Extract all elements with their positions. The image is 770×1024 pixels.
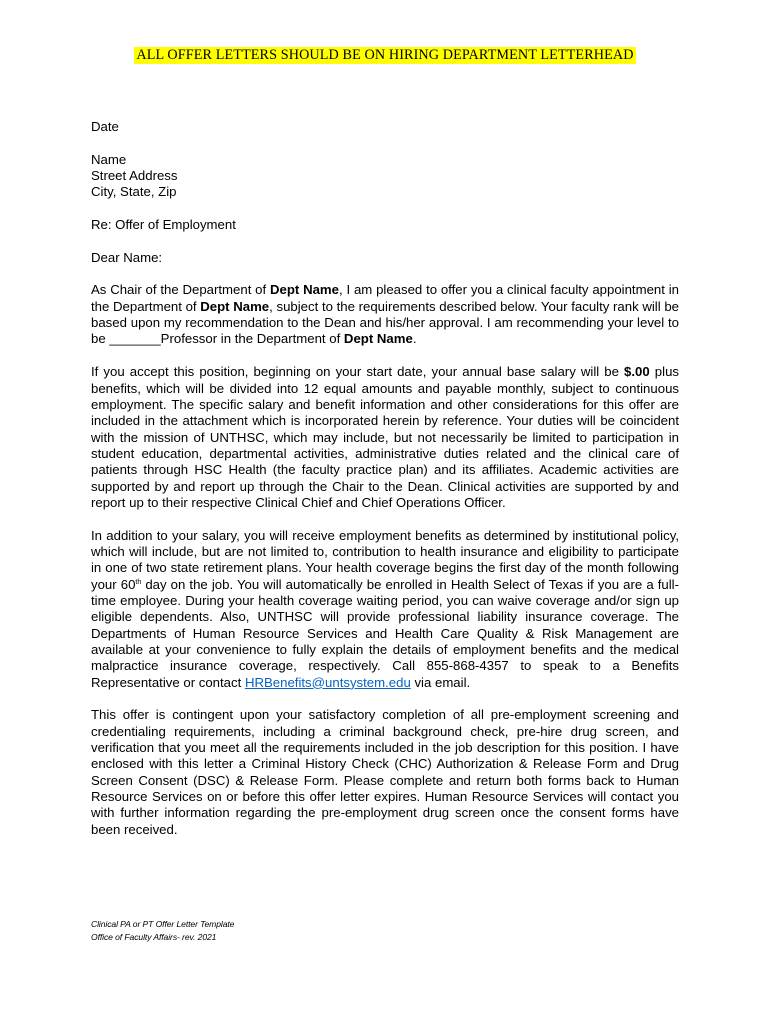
paragraph-contingency (91, 707, 679, 838)
recipient-name: Name (91, 151, 127, 167)
p1-text-g: . (412, 331, 417, 347)
recipient-street: Street Address (91, 168, 178, 184)
dept-name-placeholder: Dept Name (269, 282, 339, 298)
ordinal-superscript: th (135, 578, 142, 586)
p1-text-a: As Chair of the Department of (91, 282, 270, 298)
p1-text-c: , I am pleased to offer you a clinical faculty appointment in the Department of (91, 282, 679, 314)
p1-text-e: , subject to the requirements described below. Your faculty rank will be based upon my recommendation to the Dean and his/her approval. I am recommending your level to be _______Professor in the Department of (91, 298, 679, 347)
paragraph-benefits (91, 528, 679, 691)
salutation (91, 250, 679, 266)
paragraph-salary (91, 364, 679, 511)
footer-template-name: Clinical PA or PT Offer Letter Template (91, 919, 235, 929)
p3-text-c: via email. (410, 674, 471, 690)
salutation-text: Dear Name: (91, 249, 163, 265)
footer-revision: Office of Faculty Affairs- rev. 2021 (91, 932, 217, 942)
subject-text: Re: Offer of Employment (91, 217, 236, 233)
date-label: Date (91, 119, 119, 134)
p3-text-b: day on the job. You will automatically be enrolled in Health Select of Texas if you are a full-time employee. During your health coverage waiting period, you can waive coverage and/or sign up eligible dependents. Also, UNTHSC will provide professional liability insurance coverage. The Departments of Human Resource Services and Health Care Quality & Risk Management are available at your convenience to fully explain the details of employment benefits and the medical malpractice insurance coverage, respectively. Call 855-868-4357 to speak to a Benefits Representative or contact (91, 576, 679, 690)
date-line (91, 119, 679, 135)
salary-placeholder: $.00 (624, 364, 650, 380)
p4-text: This offer is contingent upon your satisfactory completion of all pre-employment screening and credentialing requirements, including a criminal background check, pre-hire drug screen, and verification that you meet all the requirements included in the job description for this position. I have enclosed with this letter a Criminal History Check (CHC) Authorization & Release Form and Drug Screen Consent (DSC) & Release Form. Please complete and return both forms back to Human Resource Services on or before this offer letter expires. Human Resource Services will contact you with further information regarding the pre-employment drug screen once the consent forms have been received. (91, 707, 679, 837)
p2-text-c: plus benefits, which will be divided into 12 equal amounts and payable monthly, subject to continuous employment. The specific salary and benefit information and other considerations for this offer are included in the attachment which is incorporated herein by reference. Your duties will be coincident with the mission of UNTHSC, which may include, but not necessarily be limited to participation in student education, departmental activities, administrative duties related and the clinical care of patients through HSC Health (the faculty practice plan) and its affiliates. Academic activities are supported by and report up through the Chair to the Dean. Clinical activities are supported by and report up to their respective Clinical Chief and Chief Operations Officer. (91, 364, 680, 510)
letterhead-notice (0, 46, 770, 64)
dept-name-placeholder: Dept Name (343, 331, 413, 347)
dept-name-placeholder: Dept Name (200, 298, 270, 314)
letterhead-notice-text: ALL OFFER LETTERS SHOULD BE ON HIRING DEPARTMENT LETTERHEAD (136, 47, 634, 63)
paragraph-appointment (91, 282, 679, 347)
p3-text-a: In addition to your salary, you will receive employment benefits as determined by institutional policy, which will include, but are not limited to, contribution to health insurance and eligibility to participate in one of two state retirement plans. Your health coverage begins the first day of the month following your 60 (91, 527, 679, 592)
hr-benefits-email-link[interactable]: HRBenefits@untsystem.edu (244, 674, 411, 690)
p2-text-a: If you accept this position, beginning on your start date, your annual base salary will be (91, 364, 625, 380)
recipient-address (91, 152, 679, 201)
subject-line (91, 217, 679, 233)
recipient-city: City, State, Zip (91, 184, 177, 200)
letter-body (91, 119, 679, 854)
document-footer (91, 918, 234, 944)
